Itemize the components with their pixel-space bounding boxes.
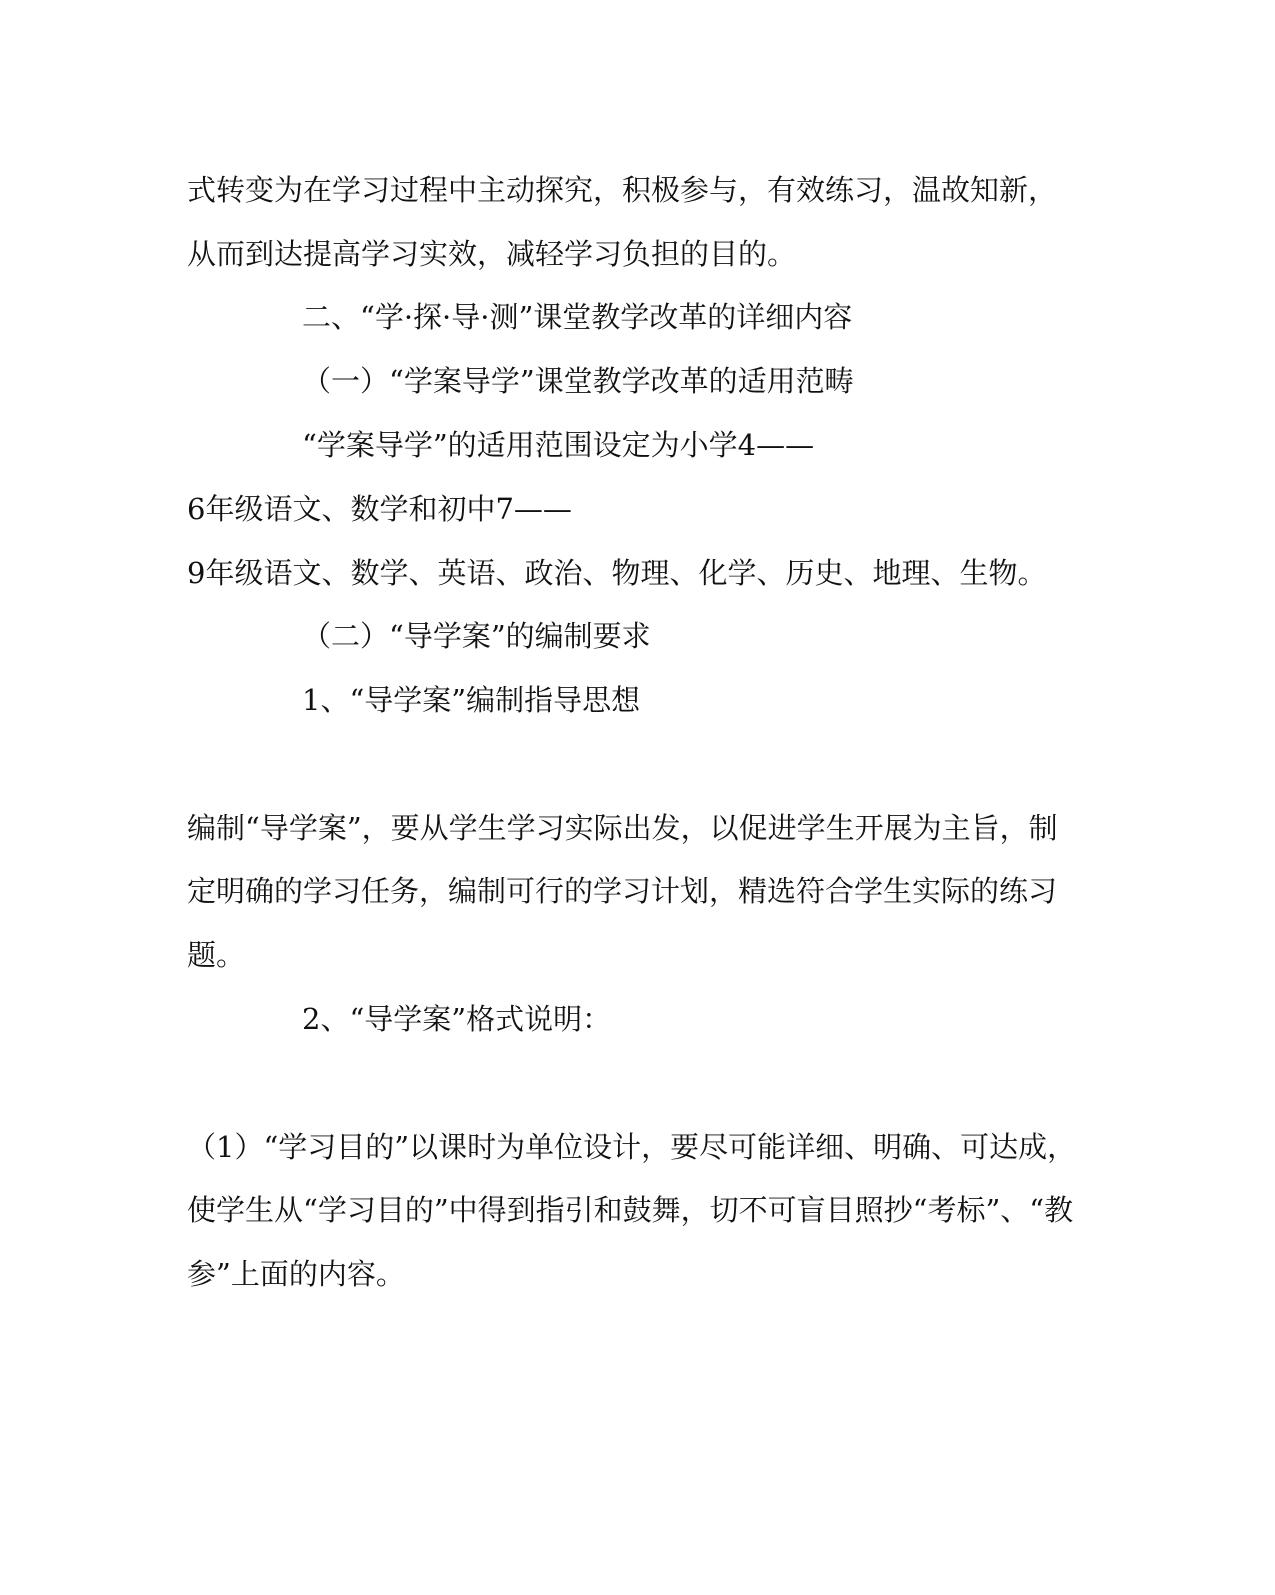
item-heading-2: 2、“导学案”格式说明： — [302, 1002, 612, 1036]
section-heading-2: 二、“学·探·导·测”课堂教学改革的详细内容 — [302, 300, 853, 334]
body-line-11: 参”上面的内容。 — [187, 1257, 405, 1291]
body-line-10: 使学生从“学习目的”中得到指引和鼓舞，切不可盲目照抄“考标”、“教 — [187, 1193, 1074, 1227]
subsection-heading-1: （一）“学案导学”课堂教学改革的适用范畴 — [302, 364, 854, 398]
subsection-heading-2: （二）“导学案”的编制要求 — [302, 619, 651, 653]
body-line-5: 9年级语文、数学、英语、政治、物理、化学、历史、地理、生物。 — [187, 556, 1047, 590]
body-line-2: 从而到达提高学习实效，减轻学习负担的目的。 — [187, 237, 797, 271]
body-line-8: 题。 — [187, 938, 246, 972]
item-heading-1: 1、“导学案”编制指导思想 — [302, 683, 641, 717]
body-line-6: 编制“导学案”，要从学生学习实际出发，以促进学生开展为主旨，制 — [187, 811, 1058, 845]
body-line-7: 定明确的学习任务，编制可行的学习计划，精选符合学生实际的练习 — [187, 874, 1058, 908]
body-line-9: （1）“学习目的”以课时为单位设计，要尽可能详细、明确、可达成， — [187, 1130, 1077, 1164]
body-line-1: 式转变为在学习过程中主动探究，积极参与，有效练习，温故知新， — [187, 173, 1058, 207]
body-line-3: “学案导学”的适用范围设定为小学4—— — [302, 428, 815, 462]
body-line-4: 6年级语文、数学和初中7—— — [187, 492, 572, 526]
